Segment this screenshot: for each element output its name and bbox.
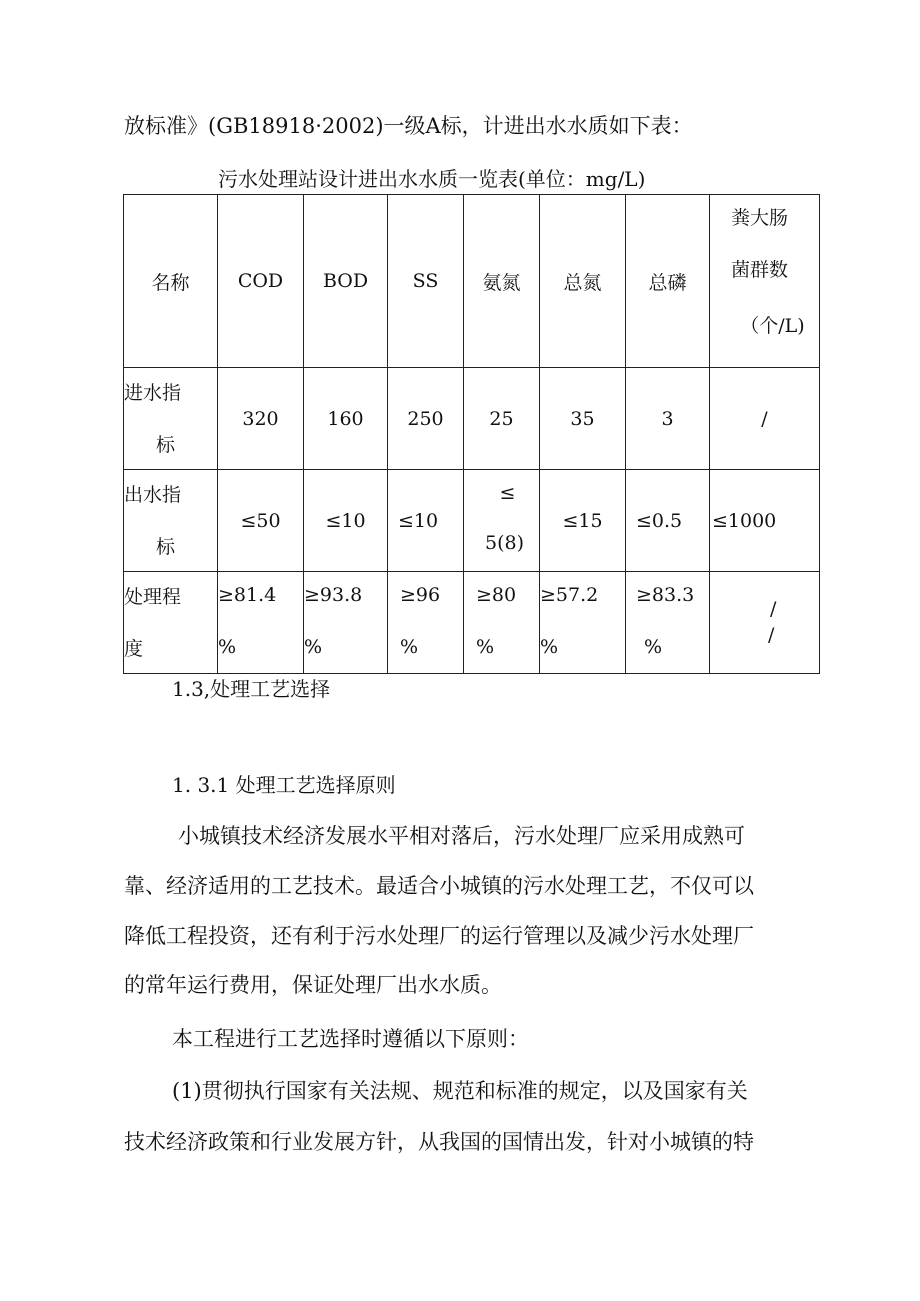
removal-cod (218, 572, 304, 674)
outflow-ammonia-line1: ≤ (499, 482, 516, 504)
removal-bod (304, 572, 388, 674)
header-coliform-line3: （个/L) (740, 315, 805, 337)
inflow-cod: 320 (218, 368, 304, 470)
removal-ss-line1: ≥96 (400, 584, 441, 606)
inflow-ss: 250 (388, 368, 464, 470)
removal-ammonia (464, 572, 540, 674)
outflow-coliform: ≤1000 (710, 470, 820, 572)
removal-total-phosphorus-line1: ≥83.3 (636, 584, 695, 606)
paragraph1-line3: 降低工程投资，还有利于污水处理厂的运行管理以及减少污水处理厂 (124, 924, 754, 948)
header-coliform-line1: 粪大肠 (730, 207, 788, 229)
table-row-inflow (124, 368, 820, 470)
header-cod: COD (218, 195, 304, 368)
table-row-removal (124, 572, 820, 674)
row-label-inflow-line1: 进水指 (124, 382, 182, 404)
removal-ss-line2: % (400, 636, 419, 658)
inflow-total-nitrogen: 35 (540, 368, 626, 470)
removal-bod-line2: % (304, 636, 323, 658)
removal-total-phosphorus (626, 572, 710, 674)
removal-total-phosphorus-line2: % (644, 636, 663, 658)
paragraph1-line2: 靠、经济适用的工艺技术。最适合小城镇的污水处理工艺，不仅可以 (124, 874, 754, 898)
outflow-ammonia-line2: 5(8) (484, 532, 524, 554)
removal-total-nitrogen (540, 572, 626, 674)
header-ammonia: 氨氮 (464, 195, 540, 368)
removal-coliform-line1: / (770, 598, 777, 620)
inflow-total-phosphorus: 3 (626, 368, 710, 470)
removal-total-nitrogen-line1: ≥57.2 (540, 584, 599, 606)
inflow-bod: 160 (304, 368, 388, 470)
row-label-outflow-line2: 标 (156, 536, 176, 558)
removal-total-nitrogen-line2: % (540, 636, 559, 658)
paragraph1-line1: 小城镇技术经济发展水平相对落后，污水处理厂应采用成熟可 (178, 824, 745, 848)
table-caption: 污水处理站设计进出水水质一览表(单位：mg/L) (218, 167, 646, 191)
paragraph2: 本工程进行工艺选择时遵循以下原则： (172, 1027, 529, 1051)
removal-ammonia-line1: ≥80 (476, 584, 517, 606)
row-label-inflow (124, 368, 218, 470)
header-coliform-line2: 菌群数 (730, 259, 788, 281)
removal-coliform (710, 572, 820, 674)
inflow-coliform: / (710, 368, 820, 470)
table-header-row (124, 195, 820, 368)
row-label-outflow (124, 470, 218, 572)
outflow-ss: ≤10 (388, 470, 464, 572)
water-quality-table (123, 194, 820, 674)
section-heading: 1.3,处理工艺选择 (172, 677, 331, 701)
row-label-removal (124, 572, 218, 674)
outflow-ammonia (464, 470, 540, 572)
removal-cod-line2: % (218, 636, 237, 658)
paragraph1-line4: 的常年运行费用，保证处理厂出水水质。 (124, 973, 502, 997)
header-name: 名称 (124, 195, 218, 368)
header-ss: SS (388, 195, 464, 368)
outflow-total-nitrogen: ≤15 (540, 470, 626, 572)
header-bod: BOD (304, 195, 388, 368)
removal-ammonia-line2: % (476, 636, 495, 658)
outflow-bod: ≤10 (304, 470, 388, 572)
inflow-ammonia: 25 (464, 368, 540, 470)
header-total-phosphorus: 总磷 (626, 195, 710, 368)
removal-ss (388, 572, 464, 674)
outflow-total-phosphorus: ≤0.5 (626, 470, 710, 572)
row-label-removal-line2: 度 (124, 638, 144, 660)
header-total-nitrogen: 总氮 (540, 195, 626, 368)
removal-coliform-line2: / (768, 624, 775, 646)
intro-text: 放标准》(GB18918·2002)一级A标，计进出水水质如下表： (124, 114, 693, 138)
table-row-outflow (124, 470, 820, 572)
row-label-removal-line1: 处理程 (124, 586, 182, 608)
row-label-outflow-line1: 出水指 (124, 484, 182, 506)
removal-cod-line1: ≥81.4 (218, 584, 277, 606)
outflow-cod: ≤50 (218, 470, 304, 572)
paragraph3-line1: (1)贯彻执行国家有关法规、规范和标准的规定，以及国家有关 (172, 1079, 748, 1103)
row-label-inflow-line2: 标 (156, 434, 176, 456)
paragraph3-line2: 技术经济政策和行业发展方针，从我国的国情出发，针对小城镇的特 (124, 1130, 754, 1154)
subsection-heading: 1. 3.1 处理工艺选择原则 (172, 773, 396, 797)
header-coliform (710, 195, 820, 368)
removal-bod-line1: ≥93.8 (304, 584, 363, 606)
